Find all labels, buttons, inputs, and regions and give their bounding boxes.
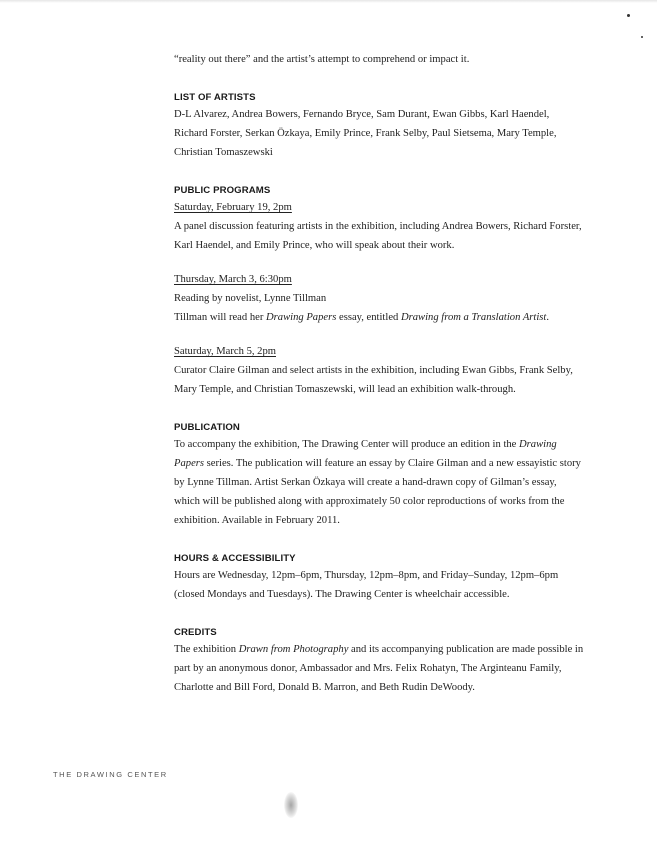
section-heading: CREDITS <box>174 627 217 638</box>
credits-text-part: The exhibition <box>174 644 239 655</box>
section-heading: PUBLICATION <box>174 422 240 433</box>
program-event <box>174 270 584 327</box>
publication-text <box>174 435 584 530</box>
event-text: . <box>546 312 550 323</box>
publication-title: Drawing Papers <box>266 312 337 323</box>
event-text: Tillman will read her <box>174 312 266 323</box>
publication-text-part: To accompany the exhibition, The Drawing Center will produce an edition in the <box>174 439 520 450</box>
event-date: Thursday, March 3, 6:30pm <box>174 274 292 285</box>
section-heading: PUBLIC PROGRAMS <box>174 185 271 196</box>
event-date: Saturday, March 5, 2pm <box>174 346 276 357</box>
credits-section <box>174 626 584 697</box>
essay-title: Drawing from a Translation Artist <box>400 312 547 323</box>
scan-speck <box>627 14 630 17</box>
program-event <box>174 342 584 399</box>
artists-section <box>174 91 584 162</box>
program-event <box>174 198 584 255</box>
scan-edge <box>0 0 657 3</box>
credits-text-part: and its accompanying publication are made possible in part by an anonymous donor, Ambassador and Mrs. Felix Rohatyn, The Arginteanu Family, Charlotte and Bill Ford, Donald B. Marron, and Beth Rudin DeWoody. <box>174 644 584 693</box>
section-heading: LIST OF ARTISTS <box>174 92 256 103</box>
section-heading: HOURS & ACCESSIBILITY <box>174 553 296 564</box>
event-description: Curator Claire Gilman and select artists in the exhibition, including Ewan Gibbs, Frank Selby, Mary Temple, and Christian Tomaszewski, will lead an exhibition walk-through. <box>174 365 573 395</box>
credits-text <box>174 640 584 697</box>
public-programs-section <box>174 184 584 399</box>
event-date: Saturday, February 19, 2pm <box>174 202 292 213</box>
intro-text: “reality out there” and the artist’s attempt to comprehend or impact it. <box>174 54 470 65</box>
event-description <box>174 308 584 327</box>
publication-series-title: Drawing Papers <box>174 439 557 469</box>
hours-section <box>174 552 584 604</box>
publication-section <box>174 421 584 530</box>
publication-text-part: series. The publication will feature an essay by Claire Gilman and a new essayistic story by Lynne Tillman. Artist Serkan Özkaya will create a hand-drawn copy of Gilman’s essay, which will be published along with approximately 50 color reproductions of works from the exhibition. Available in February 2011. <box>174 458 581 526</box>
hours-text: Hours are Wednesday, 12pm–6pm, Thursday, 12pm–8pm, and Friday–Sunday, 12pm–6pm (closed Mondays and Tuesdays). The Drawing Center is wheelchair accessible. <box>174 570 559 600</box>
artists-list: D-L Alvarez, Andrea Bowers, Fernando Bryce, Sam Durant, Ewan Gibbs, Karl Haendel, Richard Forster, Serkan Özkaya, Emily Prince, Frank Selby, Paul Sietsema, Mary Temple, Christian Tomaszewski <box>174 109 557 158</box>
scan-smudge <box>284 792 298 818</box>
event-text: essay, entitled <box>336 312 401 323</box>
event-description: Reading by novelist, Lynne Tillman <box>174 293 327 304</box>
exhibition-title: Drawn from Photography <box>238 644 349 655</box>
event-description: A panel discussion featuring artists in the exhibition, including Andrea Bowers, Richard Forster, Karl Haendel, and Emily Prince, who will speak about their work. <box>174 221 582 251</box>
press-release-body <box>174 50 584 697</box>
footer-wordmark: THE DRAWING CENTER <box>53 770 168 779</box>
scan-speck <box>641 36 643 38</box>
